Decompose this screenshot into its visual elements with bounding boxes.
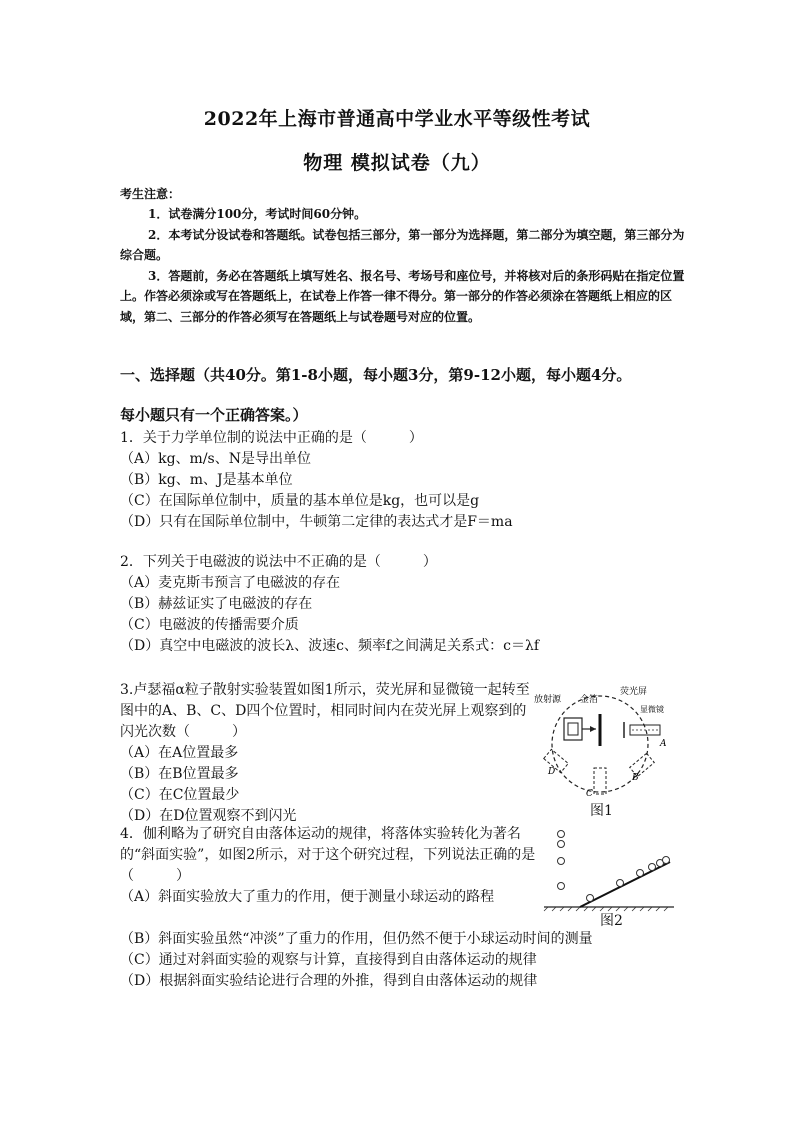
notice-item: 2．本考试分设试卷和答题纸。试卷包括三部分，第一部分为选择题，第二部分为填空题，第三部分为综合题。 [120,227,685,262]
option-d: （D）在D位置观察不到闪光 [120,808,297,824]
question-2 [120,552,539,657]
label-c: C [586,789,593,799]
option-d: （D）真空中电磁波的波长λ、波速c、频率f之间满足关系式：c＝λf [120,638,540,654]
option-b: （B）kg、m、J是基本单位 [120,472,293,488]
option-a: （A）在A位置最多 [120,745,239,761]
figure-2-caption: 图2 [600,913,623,929]
notice-item: 3．答题前，务必在答题纸上填写姓名、报名号、考场号和座位号，并将核对后的条形码贴在指定位置上。作答必须涂或写在答题纸上，在试卷上作答一律不得分。第一部分的作答必须涂在答题纸上相应的区域，第二、三部分的作答必须写在答题纸上与试卷题号对应的位置。 [120,268,685,324]
label-foil: 金箔 [580,695,599,705]
option-c: （C）通过对斜面实验的观察与计算，直接得到自由落体运动的规律 [120,952,537,968]
question-stem: 3.卢瑟福α粒子散射实验装置如图1所示，荧光屏和显微镜一起转至图中的A、B、C、D四个位置时，相同时间内在荧光屏上观察到的闪光次数（ ） [120,682,530,740]
question-stem: 4．伽利略为了研究自由落体运动的规律，将落体实验转化为著名的“斜面实验”，如图2所示，对于这个研究过程，下列说法正确的是（ ） [120,826,536,884]
notice-item: 1．试卷满分100分，考试时间60分钟。 [148,207,367,221]
label-a: A [660,739,667,749]
question-3 [120,680,530,827]
label-microscope: 显微镜 [640,705,664,714]
option-c: （C）电磁波的传播需要介质 [120,617,299,633]
option-c: （C）在国际单位制中，质量的基本单位是kg，也可以是g [120,493,480,509]
exam-subtitle: 物理 模拟试卷（九） [303,152,491,174]
label-d: D [548,767,556,777]
option-b: （B）在B位置最多 [120,766,239,782]
question-stem: 1．关于力学单位制的说法中正确的是（ ） [120,430,423,446]
label-b: B [632,773,639,783]
option-c: （C）在C位置最少 [120,787,240,803]
section-heading-note: 每小题只有一个正确答案。） [120,406,308,424]
section-heading: 一、选择题（共40分。第1-8小题，每小题3分，第9-12小题，每小题4分。 [120,366,632,384]
label-screen: 荧光屏 [620,687,648,697]
galileo-incline-figure [540,824,680,912]
option-d: （D）只有在国际单位制中，牛顿第二定律的表达式才是F＝ma [120,514,513,530]
question-4-continued [120,929,593,992]
label-source: 放射源 [534,695,562,705]
figure-1-caption: 图1 [590,803,613,819]
option-a: （A）斜面实验放大了重力的作用，便于测量小球运动的路程 [120,889,495,905]
question-4 [120,824,540,908]
notice-heading: 考生注意： [120,187,181,201]
option-b: （B）斜面实验虽然“冲淡”了重力的作用，但仍然不便于小球运动时间的测量 [120,931,593,947]
rutherford-apparatus-figure [532,684,682,800]
option-a: （A）kg、m/s、N是导出单位 [120,451,311,467]
option-a: （A）麦克斯韦预言了电磁波的存在 [120,575,341,591]
option-b: （B）赫兹证实了电磁波的存在 [120,596,313,612]
question-1 [120,428,513,533]
exam-title: 2022年上海市普通高中学业水平等级性考试 [203,108,591,130]
option-d: （D）根据斜面实验结论进行合理的外推，得到自由落体运动的规律 [120,973,538,989]
question-stem: 2．下列关于电磁波的说法中不正确的是（ ） [120,554,437,570]
notice-body [120,204,690,327]
